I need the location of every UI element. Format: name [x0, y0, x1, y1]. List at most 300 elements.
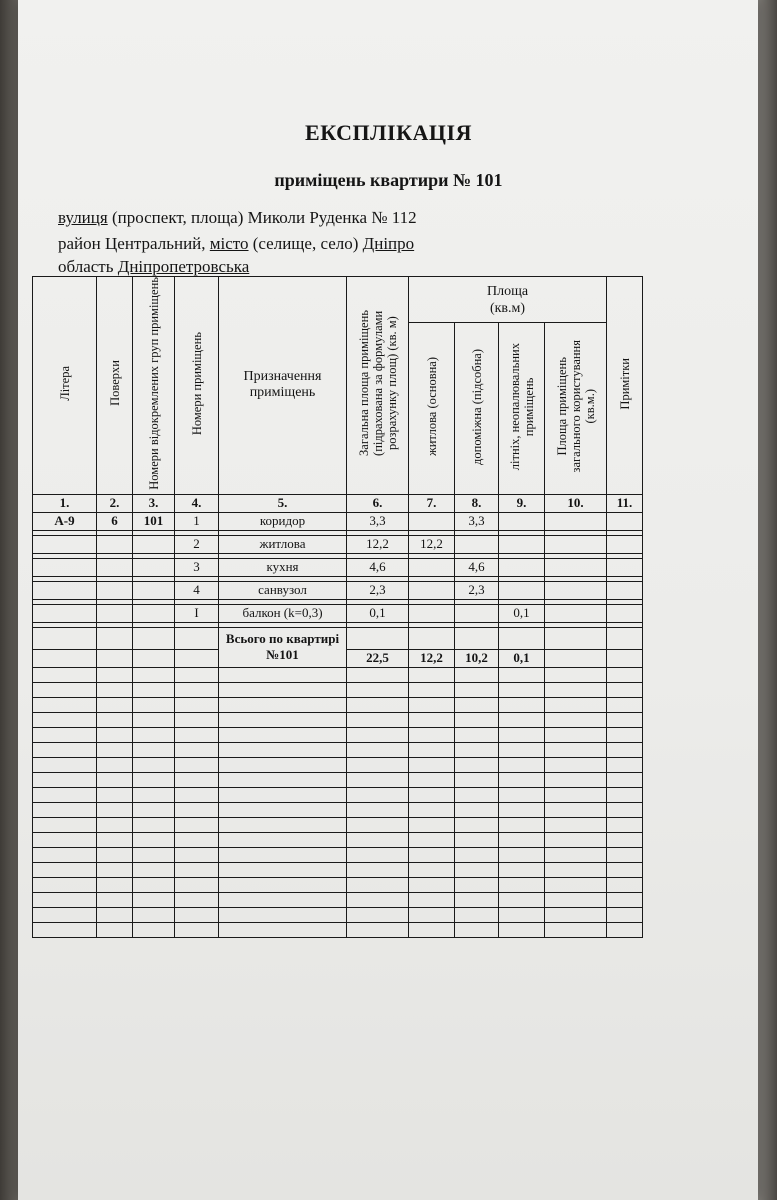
empty-row	[33, 682, 643, 697]
empty-cell	[133, 727, 175, 742]
empty-cell	[545, 757, 607, 772]
empty-cell	[607, 787, 643, 802]
empty-cell	[499, 742, 545, 757]
col-num: 1.	[33, 494, 97, 512]
empty-cell	[499, 772, 545, 787]
empty-cell	[219, 862, 347, 877]
street-line	[58, 208, 417, 228]
empty-cell	[33, 772, 97, 787]
region-name: Дніпропетровська	[117, 257, 250, 276]
empty-cell	[455, 847, 499, 862]
empty-cell	[499, 712, 545, 727]
empty-cell	[607, 742, 643, 757]
empty-cell	[175, 727, 219, 742]
empty-cell	[97, 892, 133, 907]
region-line	[58, 257, 249, 277]
empty-cell	[499, 892, 545, 907]
empty-cell	[545, 862, 607, 877]
city-label: місто	[209, 234, 249, 253]
empty-cell	[607, 667, 643, 682]
empty-cell	[175, 787, 219, 802]
empty-cell	[33, 892, 97, 907]
column-number-row	[33, 494, 643, 512]
empty-cell	[347, 712, 409, 727]
empty-cell	[455, 922, 499, 937]
table-cell	[607, 512, 643, 530]
empty-cell	[347, 697, 409, 712]
table-cell: 12,2	[347, 535, 409, 553]
empty-cell	[347, 847, 409, 862]
table-cell	[133, 558, 175, 576]
header-purpose: Призначення приміщень	[219, 277, 347, 495]
total-living-value: 12,2	[409, 649, 455, 667]
empty-cell	[455, 907, 499, 922]
empty-cell	[409, 727, 455, 742]
empty-cell	[409, 847, 455, 862]
empty-cell	[455, 742, 499, 757]
col-num: 3.	[133, 494, 175, 512]
empty-cell	[133, 877, 175, 892]
empty-cell	[607, 832, 643, 847]
empty-cell	[97, 787, 133, 802]
empty-cell	[607, 907, 643, 922]
empty-cell	[499, 832, 545, 847]
table-cell	[545, 558, 607, 576]
table-cell	[545, 581, 607, 599]
header-auxiliary: допоміжна (підсобна)	[455, 323, 499, 494]
empty-row	[33, 907, 643, 922]
empty-cell	[97, 862, 133, 877]
table-cell	[33, 581, 97, 599]
empty-cell	[499, 817, 545, 832]
table-cell	[97, 604, 133, 622]
header-living: житлова (основна)	[409, 323, 455, 494]
empty-cell	[499, 787, 545, 802]
empty-cell	[175, 757, 219, 772]
empty-cell	[219, 757, 347, 772]
header-floors: Поверхи	[97, 277, 133, 495]
empty-cell	[409, 757, 455, 772]
empty-cell	[33, 682, 97, 697]
table-cell: І	[175, 604, 219, 622]
table-cell	[409, 604, 455, 622]
empty-cell	[409, 817, 455, 832]
empty-cell	[545, 922, 607, 937]
empty-cell	[347, 742, 409, 757]
table-cell	[607, 535, 643, 553]
table-cell	[545, 512, 607, 530]
table-cell: 101	[133, 512, 175, 530]
total-row	[33, 627, 643, 649]
table-row	[33, 604, 643, 622]
empty-cell	[455, 787, 499, 802]
empty-cell	[133, 742, 175, 757]
empty-cell	[545, 907, 607, 922]
table-cell: 1	[175, 512, 219, 530]
empty-cell	[409, 697, 455, 712]
table-cell: 6	[97, 512, 133, 530]
col-num: 10.	[545, 494, 607, 512]
document-subtitle: приміщень квартири № 101	[274, 170, 503, 190]
empty-cell	[219, 802, 347, 817]
empty-cell	[133, 862, 175, 877]
table-cell	[33, 558, 97, 576]
table-cell: 3,3	[455, 512, 499, 530]
empty-cell	[133, 757, 175, 772]
empty-cell	[347, 907, 409, 922]
header-area-group: Площа (кв.м)	[409, 277, 607, 323]
empty-row	[33, 742, 643, 757]
empty-cell	[133, 847, 175, 862]
empty-cell	[499, 907, 545, 922]
table-row	[33, 558, 643, 576]
table-cell	[33, 535, 97, 553]
empty-row	[33, 772, 643, 787]
table-cell	[97, 535, 133, 553]
empty-cell	[545, 772, 607, 787]
empty-cell	[409, 742, 455, 757]
col-num: 7.	[409, 494, 455, 512]
empty-cell	[347, 832, 409, 847]
district-text: район Центральний,	[58, 234, 210, 253]
empty-cell	[545, 832, 607, 847]
empty-cell	[175, 847, 219, 862]
empty-row	[33, 757, 643, 772]
empty-cell	[33, 862, 97, 877]
empty-cell	[175, 922, 219, 937]
city-line	[58, 234, 414, 254]
empty-cell	[97, 697, 133, 712]
empty-cell	[347, 682, 409, 697]
empty-cell	[97, 817, 133, 832]
empty-cell	[409, 877, 455, 892]
table-cell: 4,6	[347, 558, 409, 576]
empty-cell	[219, 727, 347, 742]
empty-cell	[347, 892, 409, 907]
empty-cell	[607, 862, 643, 877]
total-summer-value: 0,1	[499, 649, 545, 667]
empty-cell	[455, 832, 499, 847]
empty-cell	[97, 667, 133, 682]
empty-cell	[545, 892, 607, 907]
empty-cell	[133, 697, 175, 712]
table-cell: житлова	[219, 535, 347, 553]
empty-cell	[33, 802, 97, 817]
empty-cell	[175, 832, 219, 847]
empty-cell	[409, 907, 455, 922]
empty-cell	[499, 757, 545, 772]
empty-cell	[545, 847, 607, 862]
empty-cell	[175, 682, 219, 697]
table-cell	[545, 535, 607, 553]
empty-cell	[175, 862, 219, 877]
empty-cell	[607, 697, 643, 712]
table-cell: 3	[175, 558, 219, 576]
header-groups: Номери відокремлених груп приміщень	[133, 277, 175, 495]
empty-cell	[499, 802, 545, 817]
empty-cell	[33, 847, 97, 862]
empty-cell	[219, 892, 347, 907]
table-cell	[455, 604, 499, 622]
empty-cell	[175, 877, 219, 892]
table-cell: 0,1	[499, 604, 545, 622]
total-area-value: 22,5	[347, 649, 409, 667]
empty-cell	[499, 682, 545, 697]
empty-cell	[219, 667, 347, 682]
empty-cell	[545, 802, 607, 817]
empty-cell	[455, 712, 499, 727]
city-name: Дніпро	[362, 234, 415, 253]
empty-cell	[175, 742, 219, 757]
empty-cell	[455, 892, 499, 907]
empty-row	[33, 802, 643, 817]
table-cell	[133, 581, 175, 599]
empty-cell	[219, 847, 347, 862]
empty-cell	[133, 772, 175, 787]
header-litera: Літера	[33, 277, 97, 495]
empty-cell	[97, 877, 133, 892]
empty-row	[33, 712, 643, 727]
table-cell: коридор	[219, 512, 347, 530]
empty-cell	[409, 667, 455, 682]
empty-row	[33, 892, 643, 907]
empty-cell	[499, 847, 545, 862]
empty-cell	[455, 862, 499, 877]
empty-cell	[133, 817, 175, 832]
empty-cell	[219, 817, 347, 832]
header-notes: Примітки	[607, 277, 643, 495]
empty-cell	[607, 877, 643, 892]
empty-cell	[97, 832, 133, 847]
empty-cell	[455, 817, 499, 832]
table-cell: 0,1	[347, 604, 409, 622]
header-total-area: Загальна площа приміщень (підрахована за формулами розрахунку площ) (кв. м)	[347, 277, 409, 495]
region-prefix: область	[58, 257, 118, 276]
empty-cell	[545, 817, 607, 832]
empty-cell	[97, 847, 133, 862]
empty-cell	[409, 892, 455, 907]
total-label: Всього по квартирі №101	[219, 627, 347, 667]
empty-cell	[607, 847, 643, 862]
empty-cell	[607, 727, 643, 742]
empty-cell	[175, 772, 219, 787]
empty-cell	[133, 712, 175, 727]
empty-cell	[33, 697, 97, 712]
empty-cell	[175, 667, 219, 682]
empty-cell	[97, 802, 133, 817]
table-cell	[97, 558, 133, 576]
empty-cell	[133, 667, 175, 682]
col-num: 8.	[455, 494, 499, 512]
col-num: 6.	[347, 494, 409, 512]
empty-cell	[347, 817, 409, 832]
empty-cell	[175, 712, 219, 727]
table-cell	[409, 581, 455, 599]
table-cell	[33, 604, 97, 622]
empty-cell	[455, 877, 499, 892]
table-row	[33, 512, 643, 530]
col-num: 2.	[97, 494, 133, 512]
empty-row	[33, 862, 643, 877]
empty-row	[33, 832, 643, 847]
empty-cell	[133, 802, 175, 817]
total-auxiliary-value: 10,2	[455, 649, 499, 667]
table-cell: 2	[175, 535, 219, 553]
empty-cell	[33, 922, 97, 937]
table-cell: санвузол	[219, 581, 347, 599]
explication-table	[32, 276, 643, 938]
col-num: 9.	[499, 494, 545, 512]
empty-cell	[499, 877, 545, 892]
empty-cell	[133, 922, 175, 937]
table-cell	[545, 604, 607, 622]
header-room-numbers: Номери приміщень	[175, 277, 219, 495]
table-cell	[97, 581, 133, 599]
empty-cell	[219, 922, 347, 937]
empty-cell	[33, 832, 97, 847]
empty-cell	[219, 712, 347, 727]
empty-cell	[97, 757, 133, 772]
empty-cell	[545, 787, 607, 802]
empty-cell	[545, 697, 607, 712]
empty-cell	[545, 667, 607, 682]
empty-cell	[33, 787, 97, 802]
empty-cell	[347, 862, 409, 877]
table-cell: 4,6	[455, 558, 499, 576]
empty-cell	[175, 892, 219, 907]
table-cell: 2,3	[455, 581, 499, 599]
empty-cell	[33, 712, 97, 727]
empty-row	[33, 727, 643, 742]
empty-cell	[545, 877, 607, 892]
empty-cell	[97, 907, 133, 922]
empty-cell	[347, 667, 409, 682]
table-cell	[607, 558, 643, 576]
empty-cell	[33, 667, 97, 682]
table-cell	[409, 512, 455, 530]
empty-cell	[219, 697, 347, 712]
empty-cell	[607, 772, 643, 787]
col-num: 4.	[175, 494, 219, 512]
col-num: 5.	[219, 494, 347, 512]
empty-cell	[455, 682, 499, 697]
table-cell	[455, 535, 499, 553]
table-row	[33, 581, 643, 599]
empty-cell	[409, 922, 455, 937]
empty-cell	[347, 787, 409, 802]
empty-cell	[33, 817, 97, 832]
empty-cell	[607, 757, 643, 772]
document-title: ЕКСПЛІКАЦІЯ	[305, 120, 472, 145]
header-common: Площа приміщень загального користування (кв.м.)	[545, 323, 607, 494]
empty-cell	[219, 877, 347, 892]
empty-cell	[607, 922, 643, 937]
empty-cell	[219, 772, 347, 787]
empty-cell	[455, 802, 499, 817]
empty-cell	[455, 697, 499, 712]
empty-cell	[545, 742, 607, 757]
table-cell	[499, 558, 545, 576]
empty-cell	[499, 667, 545, 682]
empty-cell	[33, 727, 97, 742]
empty-row	[33, 877, 643, 892]
empty-cell	[97, 682, 133, 697]
empty-cell	[97, 772, 133, 787]
table-cell	[133, 604, 175, 622]
table-cell: балкон (k=0,3)	[219, 604, 347, 622]
empty-cell	[133, 787, 175, 802]
table-cell	[133, 535, 175, 553]
table-cell: кухня	[219, 558, 347, 576]
table-cell	[607, 581, 643, 599]
empty-cell	[133, 907, 175, 922]
empty-cell	[455, 757, 499, 772]
empty-cell	[607, 802, 643, 817]
empty-cell	[499, 697, 545, 712]
empty-cell	[347, 757, 409, 772]
table-cell: А-9	[33, 512, 97, 530]
table-cell	[499, 535, 545, 553]
empty-cell	[219, 832, 347, 847]
table-cell: 3,3	[347, 512, 409, 530]
empty-cell	[607, 817, 643, 832]
empty-cell	[499, 922, 545, 937]
empty-cell	[455, 727, 499, 742]
empty-cell	[133, 832, 175, 847]
table-cell	[499, 581, 545, 599]
empty-row	[33, 922, 643, 937]
city-mid-text: (селище, село)	[248, 234, 363, 253]
empty-row	[33, 817, 643, 832]
table-cell: 12,2	[409, 535, 455, 553]
empty-cell	[409, 802, 455, 817]
empty-cell	[133, 892, 175, 907]
empty-cell	[455, 772, 499, 787]
table-cell	[499, 512, 545, 530]
empty-cell	[347, 772, 409, 787]
empty-cell	[175, 697, 219, 712]
empty-row	[33, 787, 643, 802]
empty-cell	[409, 712, 455, 727]
col-num: 11.	[607, 494, 643, 512]
empty-cell	[409, 682, 455, 697]
table-cell: 2,3	[347, 581, 409, 599]
empty-cell	[133, 682, 175, 697]
empty-cell	[219, 787, 347, 802]
empty-cell	[97, 727, 133, 742]
empty-cell	[33, 907, 97, 922]
header-summer: літніх, неопалювальних приміщень	[499, 323, 545, 494]
empty-cell	[97, 712, 133, 727]
empty-cell	[347, 727, 409, 742]
empty-cell	[219, 742, 347, 757]
empty-cell	[219, 907, 347, 922]
street-text: (проспект, площа) Миколи Руденка № 112	[107, 208, 417, 227]
empty-cell	[219, 682, 347, 697]
empty-cell	[175, 802, 219, 817]
empty-cell	[455, 667, 499, 682]
empty-cell	[607, 682, 643, 697]
empty-row	[33, 697, 643, 712]
table-cell	[607, 604, 643, 622]
empty-cell	[499, 727, 545, 742]
table-cell	[409, 558, 455, 576]
empty-cell	[499, 862, 545, 877]
empty-cell	[33, 757, 97, 772]
empty-cell	[545, 727, 607, 742]
empty-cell	[409, 862, 455, 877]
empty-row	[33, 847, 643, 862]
